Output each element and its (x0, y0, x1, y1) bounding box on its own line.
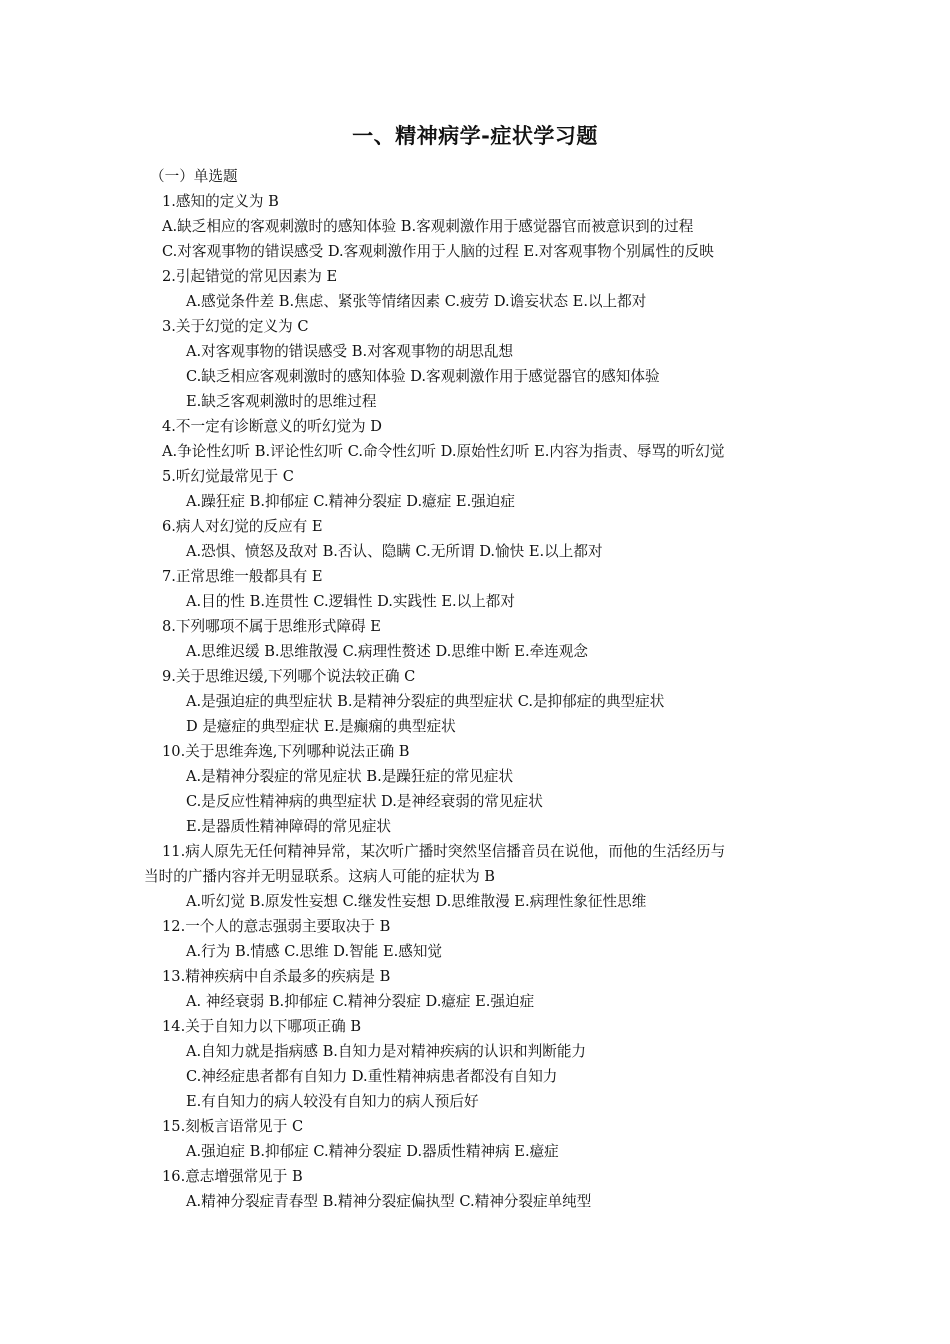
option-line: A.是强迫症的典型症状 B.是精神分裂症的典型症状 C.是抑郁症的典型症状 (186, 693, 665, 710)
option-line: A.自知力就是指病感 B.自知力是对精神疾病的认识和判断能力 (186, 1043, 587, 1060)
option-line: A.躁狂症 B.抑郁症 C.精神分裂症 D.癔症 E.强迫症 (186, 493, 515, 510)
option-line: A. 神经衰弱 B.抑郁症 C.精神分裂症 D.癔症 E.强迫症 (186, 993, 535, 1010)
option-line: A.目的性 B.连贯性 C.逻辑性 D.实践性 E.以上都对 (186, 593, 515, 610)
question-line: 14.关于自知力以下哪项正确 B (162, 1018, 362, 1035)
question-line: 2.引起错觉的常见因素为 E (162, 268, 338, 285)
option-line: A.恐惧、愤怒及敌对 B.否认、隐瞒 C.无所谓 D.愉快 E.以上都对 (186, 543, 603, 560)
option-line: C.对客观事物的错误感受 D.客观刺激作用于人脑的过程 E.对客观事物个别属性的反映 (162, 243, 714, 260)
option-line: A.思维迟缓 B.思维散漫 C.病理性赘述 D.思维中断 E.牵连观念 (186, 643, 588, 660)
question-line: 5.听幻觉最常见于 C (162, 468, 294, 485)
option-line: A.争论性幻听 B.评论性幻听 C.命令性幻听 D.原始性幻听 E.内容为指责、辱骂的听幻觉 (162, 443, 725, 460)
option-line: C.是反应性精神病的典型症状 D.是神经衰弱的常见症状 (186, 793, 543, 810)
question-line: 13.精神疾病中自杀最多的疾病是 B (162, 968, 391, 985)
option-line: A.听幻觉 B.原发性妄想 C.继发性妄想 D.思维散漫 E.病理性象征性思维 (186, 893, 647, 910)
question-line: 11.病人原先无任何精神异常，某次听广播时突然坚信播音员在说他，而他的生活经历与 (162, 843, 726, 860)
option-line: A.行为 B.情感 C.思维 D.智能 E.感知觉 (186, 943, 443, 960)
option-line: C.神经症患者都有自知力 D.重性精神病患者都没有自知力 (186, 1068, 558, 1085)
question-line: 1.感知的定义为 B (162, 193, 279, 210)
question-line: 4.不一定有诊断意义的听幻觉为 D (162, 418, 382, 435)
question-line: 6.病人对幻觉的反应有 E (162, 518, 323, 535)
question-line: 3.关于幻觉的定义为 C (162, 318, 309, 335)
question-line: 10.关于思维奔逸,下列哪种说法正确 B (162, 743, 410, 760)
option-line: A.对客观事物的错误感受 B.对客观事物的胡思乱想 (186, 343, 514, 360)
option-line: A.强迫症 B.抑郁症 C.精神分裂症 D.器质性精神病 E.癔症 (186, 1143, 559, 1160)
question-line: 7.正常思维一般都具有 E (162, 568, 323, 585)
question-line: 16.意志增强常见于 B (162, 1168, 303, 1185)
option-line: E.是器质性精神障碍的常见症状 (186, 818, 392, 835)
question-line: 9.关于思维迟缓,下列哪个说法较正确 C (162, 668, 416, 685)
option-line: E.有自知力的病人较没有自知力的病人预后好 (186, 1093, 479, 1110)
question-line: 当时的广播内容并无明显联系。这病人可能的症状为 B (144, 868, 496, 885)
option-line: D 是癔症的典型症状 E.是癫痫的典型症状 (186, 718, 456, 735)
option-line: A.是精神分裂症的常见症状 B.是躁狂症的常见症状 (186, 768, 514, 785)
option-line: A.感觉条件差 B.焦虑、紧张等情绪因素 C.疲劳 D.谵妄状态 E.以上都对 (186, 293, 647, 310)
option-line: A.精神分裂症青春型 B.精神分裂症偏执型 C.精神分裂症单纯型 (186, 1193, 592, 1210)
option-line: A.缺乏相应的客观刺激时的感知体验 B.客观刺激作用于感觉器官而被意识到的过程 (162, 218, 694, 235)
option-line: C.缺乏相应客观刺激时的感知体验 D.客观刺激作用于感觉器官的感知体验 (186, 368, 660, 385)
section-heading: （一）单选题 (150, 168, 238, 185)
option-line: E.缺乏客观刺激时的思维过程 (186, 393, 377, 410)
document-title: 一、精神病学-症状学习题 (352, 124, 598, 148)
question-line: 15.刻板言语常见于 C (162, 1118, 304, 1135)
question-line: 12.一个人的意志强弱主要取决于 B (162, 918, 391, 935)
question-line: 8.下列哪项不属于思维形式障碍 E (162, 618, 381, 635)
